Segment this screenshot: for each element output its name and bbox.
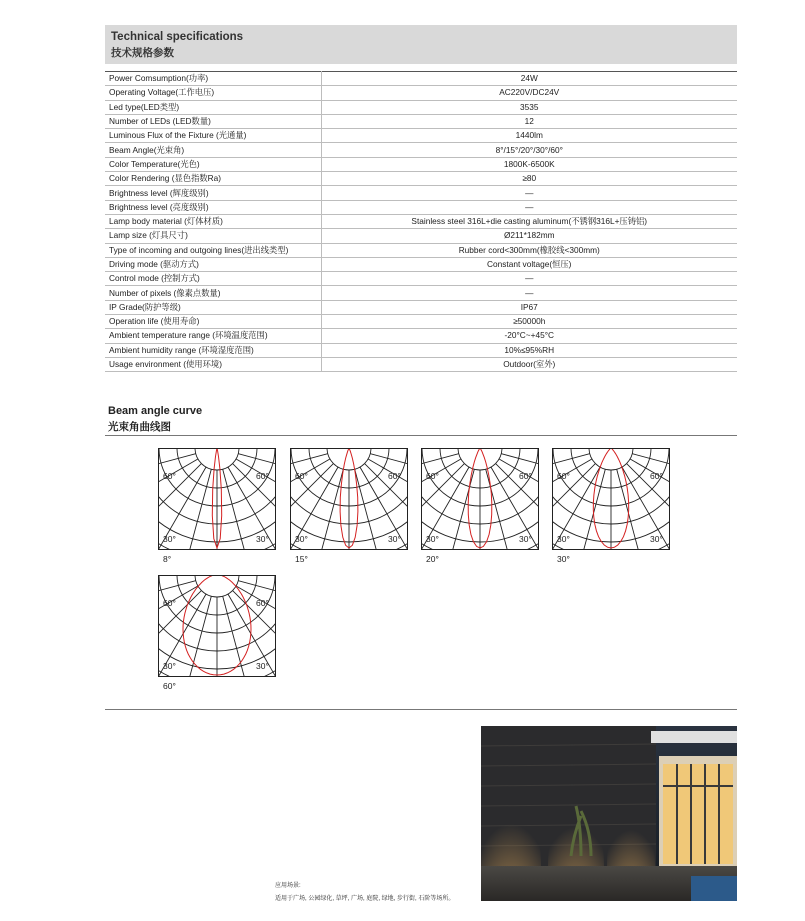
spec-label: Lamp size (灯具尺寸): [105, 229, 321, 243]
spec-label: Led type(LED类型): [105, 100, 321, 114]
grid-label: 30°: [519, 534, 532, 544]
grid-label: 60°: [650, 471, 663, 481]
spec-label: Color Temperature(光色): [105, 157, 321, 171]
spec-label: Operating Voltage(工作电压): [105, 86, 321, 100]
spec-row: [105, 186, 737, 200]
spec-label: Number of LEDs (LED数量): [105, 114, 321, 128]
section-divider: [105, 435, 737, 436]
spec-label: Power Comsumption(功率): [105, 72, 321, 86]
spec-label: Ambient humidity range (环境湿度范围): [105, 343, 321, 357]
grid-label: 30°: [256, 661, 269, 671]
spec-row: [105, 315, 737, 329]
application-photo: [481, 726, 737, 901]
spec-value: Outdoor(室外): [321, 357, 737, 371]
spec-row: [105, 329, 737, 343]
beam-diagram: [552, 448, 670, 550]
spec-label: Number of pixels (像素点数量): [105, 286, 321, 300]
spec-row: [105, 172, 737, 186]
spec-row: [105, 214, 737, 228]
spec-row: [105, 200, 737, 214]
beam-diagram: [290, 448, 408, 550]
spec-row: [105, 243, 737, 257]
spec-label: Driving mode (驱动方式): [105, 257, 321, 271]
grid-label: 30°: [163, 661, 176, 671]
spec-label: Usage environment (使用环境): [105, 357, 321, 371]
spec-label: Luminous Flux of the Fixture (光通量): [105, 129, 321, 143]
spec-value: 1800K-6500K: [321, 157, 737, 171]
grid-label: 30°: [163, 534, 176, 544]
spec-label: Control mode (控制方式): [105, 272, 321, 286]
spec-value: —: [321, 200, 737, 214]
spec-value: —: [321, 272, 737, 286]
application-description: 适用于广场, 公园绿化, 草坪, 广场, 庭院, 绿地, 步行街, 石阶等场所。: [275, 896, 455, 902]
spec-row: [105, 300, 737, 314]
spec-value: 12: [321, 114, 737, 128]
grid-label: 30°: [650, 534, 663, 544]
application-title: 应用场景:: [275, 883, 301, 889]
spec-value: Rubber cord<300mm(橡胶线<300mm): [321, 243, 737, 257]
grid-label: 60°: [557, 471, 570, 481]
spec-row: [105, 72, 737, 86]
spec-value: ≥80: [321, 172, 737, 186]
grid-label: 60°: [426, 471, 439, 481]
spec-value: 8°/15°/20°/30°/60°: [321, 143, 737, 157]
grid-label: 30°: [256, 534, 269, 544]
beam-angle-label: 8°: [163, 554, 172, 564]
grid-label: 60°: [163, 471, 176, 481]
spec-table: [105, 71, 737, 372]
grid-label: 60°: [295, 471, 308, 481]
grid-label: 30°: [388, 534, 401, 544]
spec-row: [105, 129, 737, 143]
spec-row: [105, 229, 737, 243]
spec-row: [105, 100, 737, 114]
spec-value: —: [321, 286, 737, 300]
beam-section-title-cn: 光束角曲线图: [108, 421, 171, 433]
bottom-divider: [105, 709, 737, 710]
spec-label: Color Rendering (显色指数Ra): [105, 172, 321, 186]
grid-label: 60°: [519, 471, 532, 481]
grid-label: 30°: [295, 534, 308, 544]
spec-label: Lamp body material (灯体材质): [105, 214, 321, 228]
spec-value: ≥50000h: [321, 315, 737, 329]
spec-header-bar: [105, 25, 737, 64]
beam-diagram: [158, 448, 276, 550]
grid-label: 30°: [557, 534, 570, 544]
spec-value: AC220V/DC24V: [321, 86, 737, 100]
grid-label: 30°: [426, 534, 439, 544]
spec-value: 3535: [321, 100, 737, 114]
spec-title-en: Technical specifications: [111, 31, 244, 43]
beam-angle-label: 30°: [557, 554, 570, 564]
grid-label: 60°: [388, 471, 401, 481]
spec-value: -20°C~+45°C: [321, 329, 737, 343]
spec-value: Ø211*182mm: [321, 229, 737, 243]
spec-value: —: [321, 186, 737, 200]
spec-value: Stainless steel 316L+die casting aluminum(不锈钢316L+压铸铝): [321, 214, 737, 228]
spec-value: Constant voltage(恒压): [321, 257, 737, 271]
beam-diagram: [421, 448, 539, 550]
spec-row: [105, 343, 737, 357]
spec-value: 10%≤95%RH: [321, 343, 737, 357]
spec-label: Beam Angle(光束角): [105, 143, 321, 157]
beam-angle-label: 20°: [426, 554, 439, 564]
spec-row: [105, 286, 737, 300]
spec-value: 1440lm: [321, 129, 737, 143]
spec-row: [105, 357, 737, 371]
spec-label: IP Grade(防护等级): [105, 300, 321, 314]
spec-value: IP67: [321, 300, 737, 314]
beam-angle-label: 60°: [163, 681, 176, 691]
beam-section-title-en: Beam angle curve: [108, 405, 203, 417]
grid-label: 60°: [256, 471, 269, 481]
spec-label: Brightness level (辉度级别): [105, 186, 321, 200]
spec-title-cn: 技术规格参数: [111, 47, 174, 59]
grid-label: 60°: [163, 598, 176, 608]
spec-row: [105, 143, 737, 157]
spec-row: [105, 257, 737, 271]
grid-label: 60°: [256, 598, 269, 608]
spec-label: Brightness level (亮度级别): [105, 200, 321, 214]
spec-row: [105, 272, 737, 286]
spec-row: [105, 86, 737, 100]
spec-value: 24W: [321, 72, 737, 86]
spec-row: [105, 114, 737, 128]
beam-diagram: [158, 575, 276, 677]
spec-label: Operation life (使用寿命): [105, 315, 321, 329]
spec-label: Type of incoming and outgoing lines(进出线类型): [105, 243, 321, 257]
beam-angle-label: 15°: [295, 554, 308, 564]
spec-row: [105, 157, 737, 171]
spec-label: Ambient temperature range (环境温度范围): [105, 329, 321, 343]
